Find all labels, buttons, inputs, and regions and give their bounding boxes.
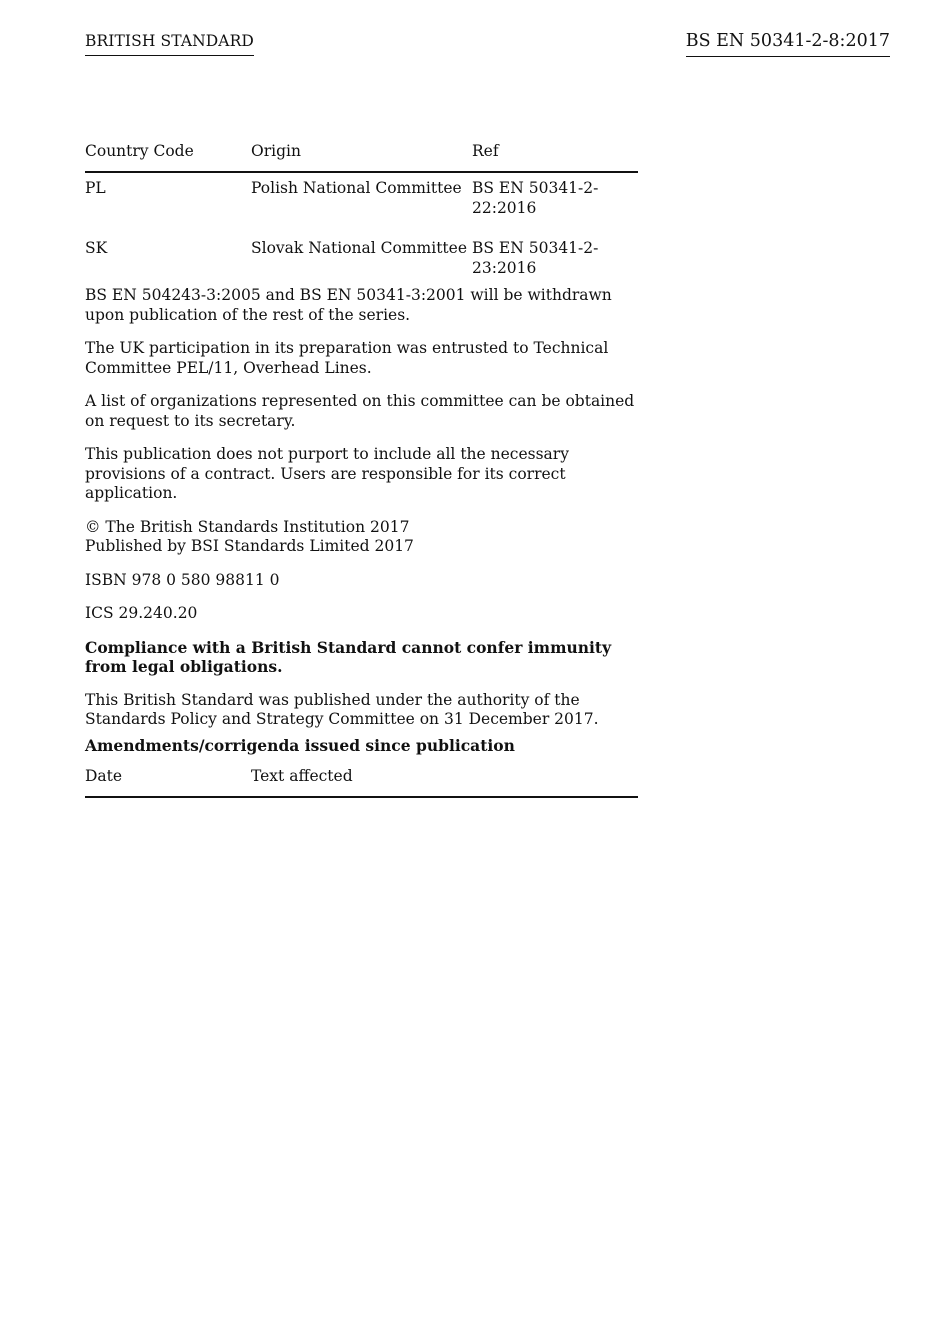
header-document-number: BS EN 50341-2-8:2017 — [686, 31, 890, 57]
column-header-date: Date — [85, 766, 251, 797]
header-standard-label: BRITISH STANDARD — [85, 32, 254, 56]
provisions-paragraph: This publication does not purport to include all the necessary provisions of a contract. Users are responsible for its correct application. — [85, 445, 569, 502]
copyright-paragraph — [85, 518, 643, 557]
authority-paragraph: This British Standard was published under the authority of the Standards Policy and Strategy Committee on 31 December 2017. — [85, 690, 599, 728]
column-header-ref: Ref — [472, 141, 638, 172]
amendments-table — [85, 766, 638, 798]
withdrawn-paragraph: BS EN 504243-3:2005 and BS EN 50341-3:2001 will be withdrawn upon publication of the rest of the series. — [85, 286, 612, 324]
compliance-paragraph: Compliance with a British Standard cannot confer immunity from legal obligations. — [85, 637, 612, 676]
publisher-line: Published by BSI Standards Limited 2017 — [85, 537, 414, 555]
cell-country-code: SK — [85, 239, 108, 257]
amendments-title: Amendments/corrigenda issued since publication — [85, 736, 515, 755]
cell-country-code: PL — [85, 179, 106, 197]
cell-ref: BS EN 50341-2-22:2016 — [472, 179, 599, 217]
cell-ref: BS EN 50341-2-23:2016 — [472, 239, 599, 277]
organizations-paragraph: A list of organizations represented on this committee can be obtained on request to its secretary. — [85, 392, 635, 430]
ics-paragraph: ICS 29.240.20 — [85, 604, 198, 622]
isbn-paragraph: ISBN 978 0 580 98811 0 — [85, 570, 280, 589]
column-header-origin: Origin — [251, 141, 472, 172]
table-row — [85, 172, 638, 233]
column-header-text-affected: Text affected — [251, 766, 638, 797]
amendments-header-row — [85, 766, 638, 797]
participation-paragraph: The UK participation in its preparation was entrusted to Technical Committee PEL/11, Overhead Lines. — [85, 339, 609, 377]
body-text — [85, 286, 643, 744]
column-header-country-code: Country Code — [85, 141, 251, 172]
cell-origin: Polish National Committee — [251, 179, 462, 197]
country-table — [85, 141, 638, 293]
copyright-line: © The British Standards Institution 2017 — [85, 517, 410, 536]
cell-origin: Slovak National Committee — [251, 239, 468, 257]
table-row — [85, 233, 638, 293]
country-table-header-row — [85, 141, 638, 172]
